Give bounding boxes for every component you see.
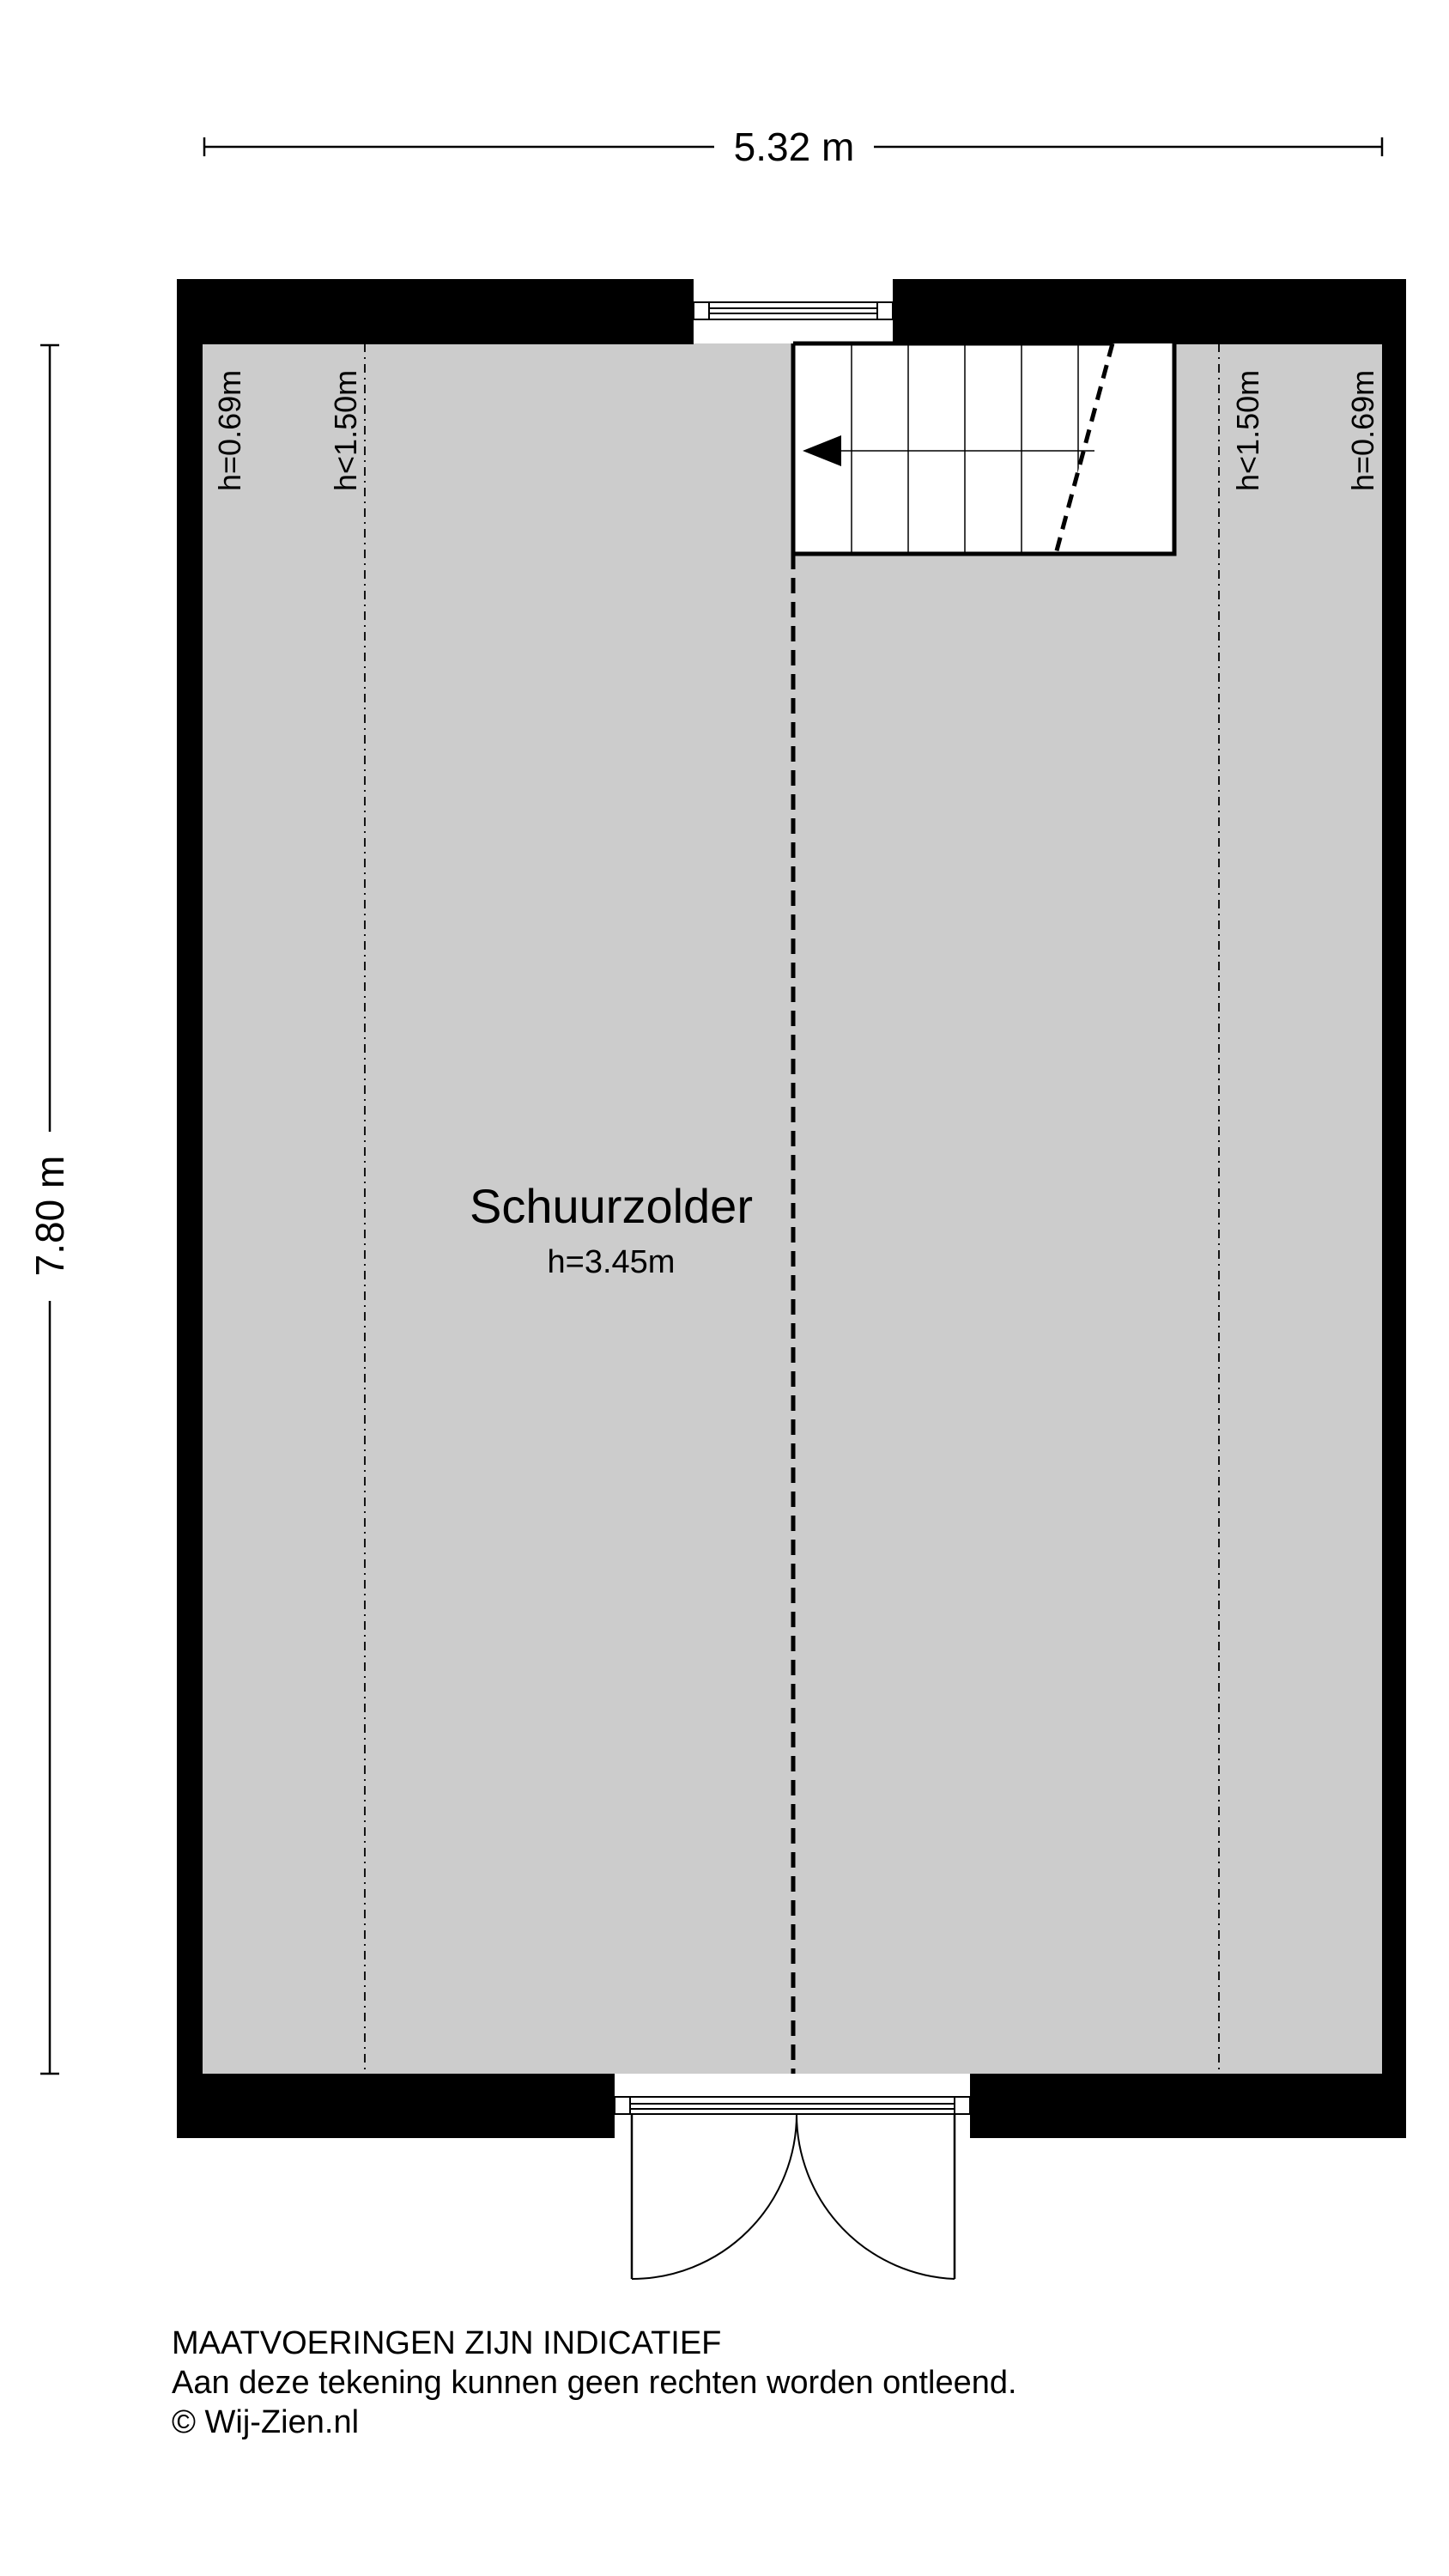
copyright: © Wij-Zien.nl bbox=[172, 2404, 360, 2440]
wall-bottom-right bbox=[970, 2074, 1406, 2138]
height-dimension-label: 7.80 m bbox=[27, 1155, 72, 1277]
wall-right bbox=[1382, 279, 1406, 2138]
staircase bbox=[793, 343, 1174, 554]
height-label-left-inner: h<1.50m bbox=[328, 369, 363, 491]
disclaimer-title: MAATVOERINGEN ZIJN INDICATIEF bbox=[172, 2325, 722, 2361]
room-name: Schuurzolder bbox=[470, 1179, 753, 1233]
double-door bbox=[615, 2097, 970, 2279]
wall-top-right bbox=[893, 279, 1406, 344]
width-dimension bbox=[204, 125, 1382, 169]
door-swing-left bbox=[632, 2114, 797, 2279]
disclaimer-text: Aan deze tekening kunnen geen rechten worden ontleend. bbox=[172, 2365, 1017, 2401]
height-label-right-inner: h<1.50m bbox=[1230, 369, 1265, 491]
height-label-right-outer: h=0.69m bbox=[1345, 369, 1380, 491]
width-dimension-label: 5.32 m bbox=[733, 125, 855, 169]
wall-bottom-left bbox=[177, 2074, 615, 2138]
disclaimer bbox=[172, 2324, 1017, 2442]
window-top bbox=[694, 302, 893, 319]
room-height: h=3.45m bbox=[547, 1244, 676, 1280]
wall-top-left bbox=[177, 279, 694, 344]
height-dimension bbox=[27, 345, 72, 2074]
height-label-left-outer: h=0.69m bbox=[212, 369, 247, 491]
door-swing-right bbox=[797, 2114, 955, 2279]
wall-left bbox=[177, 279, 203, 2138]
